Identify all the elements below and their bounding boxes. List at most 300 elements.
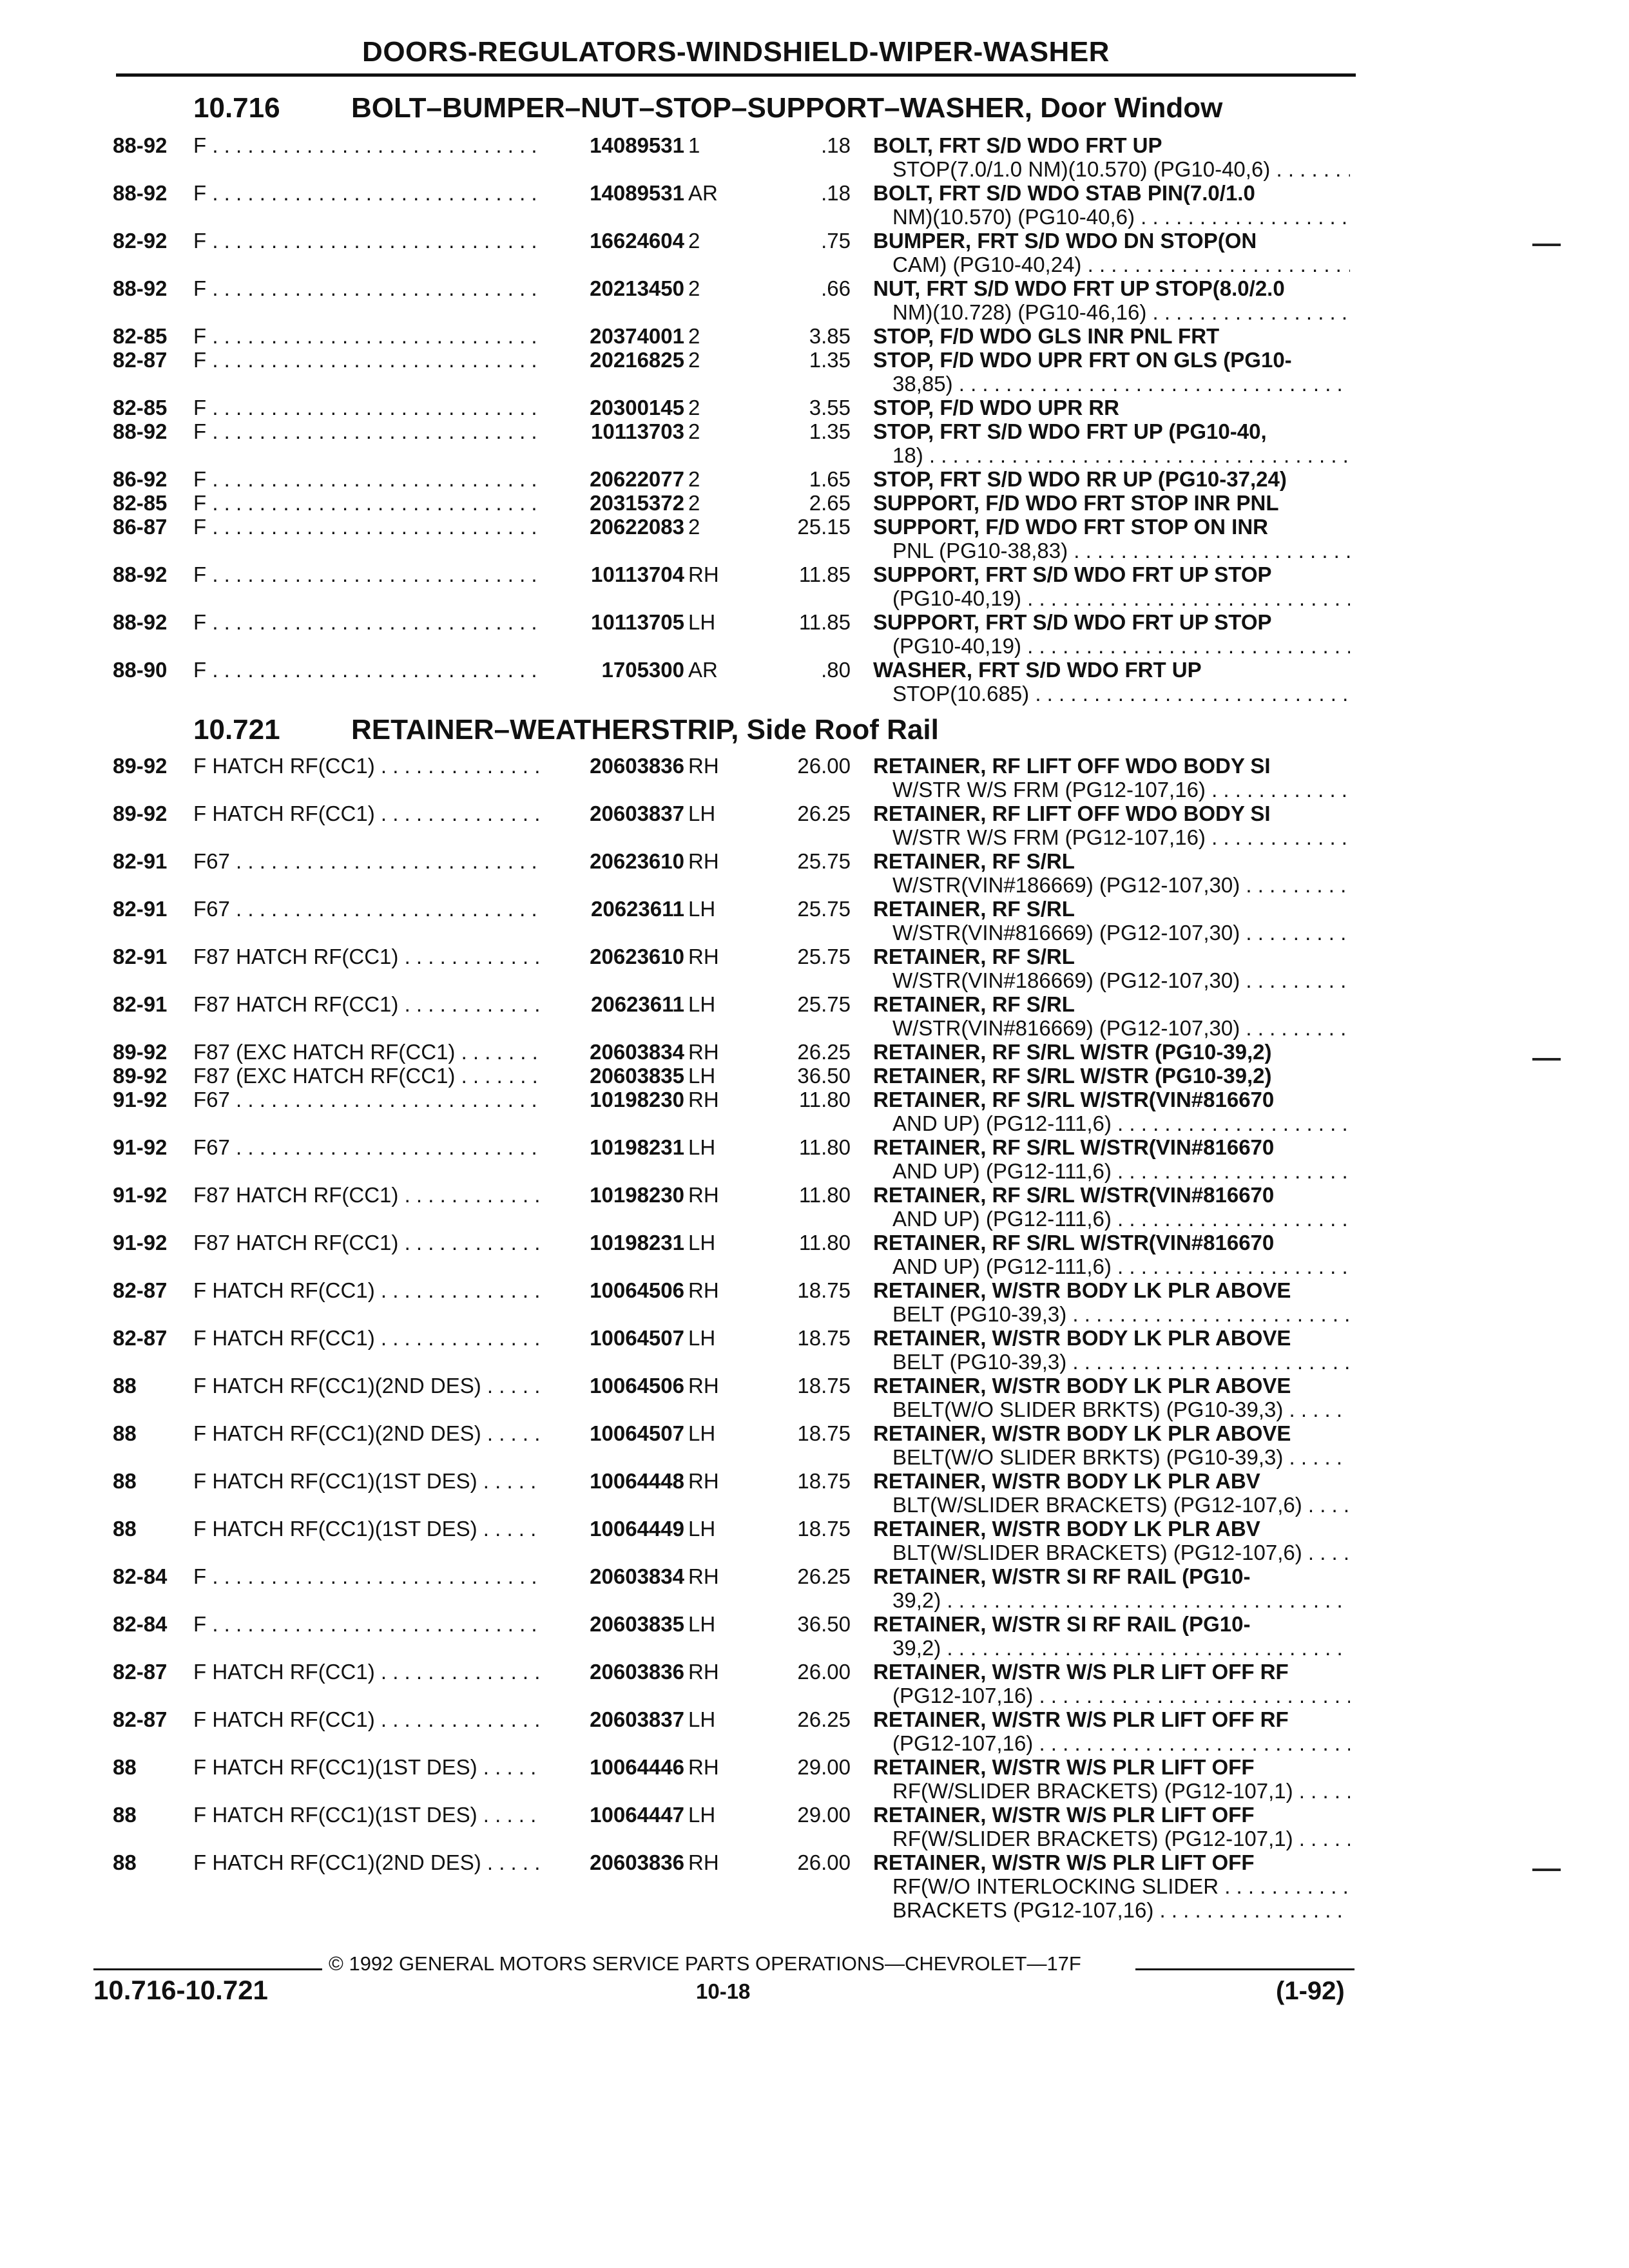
description-line: BOLT, FRT S/D WDO STAB PIN(7.0/1.0 — [873, 181, 1255, 205]
description-line: BRACKETS (PG12-107,16) . . . — [873, 1898, 1350, 1922]
description-line: RETAINER, W/STR BODY LK PLR ABOVE — [873, 1326, 1291, 1350]
description-line: RETAINER, W/STR W/S PLR LIFT OFF — [873, 1755, 1255, 1779]
part-number: 20213450 — [546, 276, 684, 301]
footer-page-number: 10-18 — [696, 1979, 751, 2003]
description — [873, 229, 1350, 276]
description-line: RETAINER, RF LIFT OFF WDO BODY SI — [873, 754, 1271, 778]
description — [873, 802, 1350, 849]
table-row — [0, 133, 1629, 182]
description-line: (PG10-40,19) . . . — [873, 634, 1350, 658]
model-years: 88-92 — [113, 181, 168, 205]
part-number: 10064448 — [546, 1469, 684, 1494]
description — [873, 1469, 1350, 1517]
header-rule — [116, 73, 1356, 77]
price: 1.35 — [809, 419, 851, 443]
description-line: RETAINER, RF S/RL — [873, 992, 1075, 1016]
description — [873, 181, 1350, 229]
table-row — [0, 515, 1629, 564]
model-years: 82-85 — [113, 396, 168, 419]
section-title: RETAINER–WEATHERSTRIP, Side Roof Rail — [351, 714, 939, 745]
price: 18.75 — [797, 1469, 851, 1493]
table-row — [0, 181, 1629, 230]
footer-section-range: 10.716-10.721 — [93, 1975, 268, 2005]
description — [873, 1064, 1350, 1088]
model-code: F . . . — [193, 324, 541, 349]
description-line: STOP(10.685) . . . — [873, 682, 1350, 706]
part-number: 20315372 — [546, 491, 684, 515]
part-number: 20622077 — [546, 467, 684, 492]
model-code: F HATCH RF(CC1)(2ND DES) . . . — [193, 1850, 541, 1875]
model-years: 89-92 — [113, 802, 168, 825]
price: 25.75 — [797, 945, 851, 968]
model-years: 88 — [113, 1517, 137, 1541]
quantity: LH — [688, 1064, 716, 1088]
description — [873, 897, 1350, 945]
price: 29.00 — [797, 1803, 851, 1827]
model-years: 88 — [113, 1421, 137, 1445]
table-row — [0, 1660, 1629, 1709]
model-years: 89-92 — [113, 1040, 168, 1064]
part-number: 20603835 — [546, 1064, 684, 1088]
description — [873, 849, 1350, 897]
model-code: F . . . — [193, 1612, 541, 1637]
model-code: F HATCH RF(CC1) . . . — [193, 754, 541, 778]
description-line: (PG12-107,16) . . . — [873, 1731, 1350, 1755]
model-code: F HATCH RF(CC1)(1ST DES) . . . — [193, 1755, 541, 1780]
quantity: LH — [688, 1231, 716, 1254]
table-row — [0, 1755, 1629, 1804]
description-line: RETAINER, W/STR W/S PLR LIFT OFF — [873, 1850, 1255, 1874]
model-years: 88 — [113, 1469, 137, 1493]
table-row — [0, 1850, 1629, 1922]
quantity: LH — [688, 1612, 716, 1636]
table-row — [0, 897, 1629, 946]
model-years: 88 — [113, 1374, 137, 1398]
model-years: 88-92 — [113, 276, 168, 300]
description-line: STOP, FRT S/D WDO RR UP (PG10-37,24) — [873, 467, 1287, 491]
description — [873, 1755, 1350, 1803]
quantity: 2 — [688, 491, 700, 515]
quantity: LH — [688, 1326, 716, 1350]
quantity: 2 — [688, 467, 700, 491]
quantity: 2 — [688, 324, 700, 348]
part-number: 20374001 — [546, 324, 684, 349]
quantity: 2 — [688, 396, 700, 419]
description — [873, 1231, 1350, 1278]
model-code: F87 HATCH RF(CC1) . . . — [193, 945, 541, 969]
table-row — [0, 610, 1629, 659]
description-line: SUPPORT, F/D WDO FRT STOP ON INR — [873, 515, 1268, 539]
quantity: 2 — [688, 419, 700, 443]
description-line: W/STR(VIN#186669) (PG12-107,30) . . . — [873, 968, 1350, 992]
table-row — [0, 1135, 1629, 1184]
description-line: RETAINER, W/STR BODY LK PLR ABOVE — [873, 1421, 1291, 1445]
table-row — [0, 1421, 1629, 1470]
model-years: 88 — [113, 1755, 137, 1779]
table-row — [0, 1517, 1629, 1566]
section-title: BOLT–BUMPER–NUT–STOP–SUPPORT–WASHER, Door Window — [351, 92, 1223, 124]
quantity: LH — [688, 1135, 716, 1159]
page-title: DOORS-REGULATORS-WINDSHIELD-WIPER-WASHER — [362, 36, 1110, 68]
table-row — [0, 849, 1629, 898]
model-code: F HATCH RF(CC1)(2ND DES) . . . — [193, 1374, 541, 1398]
table-row — [0, 348, 1629, 397]
model-years: 82-91 — [113, 945, 168, 968]
description-line: RETAINER, RF S/RL W/STR(VIN#816670 — [873, 1231, 1275, 1254]
part-number: 10113703 — [546, 419, 684, 444]
model-years: 82-91 — [113, 849, 168, 873]
model-code: F HATCH RF(CC1)(1ST DES) . . . — [193, 1517, 541, 1541]
price: 11.80 — [798, 1088, 851, 1111]
model-code: F87 HATCH RF(CC1) . . . — [193, 1231, 541, 1255]
description-line: 38,85) . . . — [873, 372, 1350, 396]
description — [873, 419, 1350, 467]
model-code: F . . . — [193, 419, 541, 444]
part-number: 10064506 — [546, 1374, 684, 1398]
price: 11.80 — [798, 1183, 851, 1207]
description — [873, 1564, 1350, 1612]
description — [873, 348, 1350, 396]
description-line: NM)(10.728) (PG10-46,16) . . . — [873, 300, 1350, 324]
model-years: 86-87 — [113, 515, 168, 539]
description-line: 39,2) . . . — [873, 1588, 1350, 1612]
description-line: W/STR(VIN#186669) (PG12-107,30) . . . — [873, 873, 1350, 897]
price: 3.85 — [809, 324, 851, 348]
model-code: F . . . — [193, 491, 541, 515]
description-line: CAM) (PG10-40,24) . . . — [873, 253, 1350, 276]
part-number: 16624604 — [546, 229, 684, 253]
part-number: 20300145 — [546, 396, 684, 420]
quantity: 2 — [688, 229, 700, 253]
price: 1.35 — [809, 348, 851, 372]
description-line: RETAINER, RF S/RL — [873, 945, 1075, 968]
price: 18.75 — [797, 1421, 851, 1445]
part-number: 20603837 — [546, 1707, 684, 1732]
description-line: NUT, FRT S/D WDO FRT UP STOP(8.0/2.0 — [873, 276, 1285, 300]
description — [873, 1421, 1350, 1469]
model-code: F . . . — [193, 348, 541, 372]
model-years: 82-91 — [113, 897, 168, 921]
table-row — [0, 802, 1629, 850]
description-line: RETAINER, RF S/RL W/STR(VIN#816670 — [873, 1088, 1275, 1111]
description-line: RETAINER, W/STR W/S PLR LIFT OFF RF — [873, 1707, 1289, 1731]
description-line: RETAINER, W/STR BODY LK PLR ABOVE — [873, 1278, 1291, 1302]
quantity: LH — [688, 1803, 716, 1827]
model-code: F . . . — [193, 467, 541, 492]
quantity: LH — [688, 1707, 716, 1731]
description-line: RETAINER, W/STR SI RF RAIL (PG10- — [873, 1564, 1251, 1588]
description-line: RETAINER, W/STR W/S PLR LIFT OFF — [873, 1803, 1255, 1827]
part-number: 20603834 — [546, 1564, 684, 1589]
quantity: LH — [688, 992, 716, 1016]
model-years: 86-92 — [113, 467, 168, 491]
quantity: RH — [688, 1469, 719, 1493]
quantity: LH — [688, 897, 716, 921]
model-code: F67 . . . — [193, 1088, 541, 1112]
description — [873, 1088, 1350, 1135]
description — [873, 1517, 1350, 1564]
price: 3.55 — [809, 396, 851, 419]
model-code: F . . . — [193, 133, 541, 158]
price: 26.25 — [797, 802, 851, 825]
model-code: F HATCH RF(CC1) . . . — [193, 1707, 541, 1732]
quantity: RH — [688, 1660, 719, 1684]
quantity: RH — [688, 1183, 719, 1207]
quantity: RH — [688, 1374, 719, 1398]
description-line: RETAINER, RF S/RL — [873, 849, 1075, 873]
quantity: LH — [688, 610, 716, 634]
part-number: 10064506 — [546, 1278, 684, 1303]
model-years: 88-92 — [113, 419, 168, 443]
model-years: 82-84 — [113, 1564, 168, 1588]
description-line: STOP, F/D WDO UPR RR — [873, 396, 1119, 419]
model-years: 82-87 — [113, 1278, 168, 1302]
description — [873, 658, 1350, 706]
description-line: NM)(10.570) (PG10-40,6) . . . — [873, 205, 1350, 229]
price: .66 — [821, 276, 851, 300]
description-line: RETAINER, RF S/RL W/STR (PG10-39,2) — [873, 1064, 1272, 1088]
price: .18 — [821, 133, 851, 157]
description — [873, 1183, 1350, 1231]
quantity: RH — [688, 1564, 719, 1588]
model-years: 91-92 — [113, 1231, 168, 1254]
description-line: RETAINER, RF S/RL W/STR(VIN#816670 — [873, 1135, 1275, 1159]
model-years: 91-92 — [113, 1088, 168, 1111]
part-number: 10198230 — [546, 1088, 684, 1112]
price: 36.50 — [797, 1612, 851, 1636]
description — [873, 515, 1350, 562]
table-row — [0, 1374, 1629, 1423]
model-code: F . . . — [193, 515, 541, 539]
price: 26.00 — [797, 754, 851, 778]
margin-mark — [1532, 244, 1561, 246]
table-row — [0, 1564, 1629, 1613]
model-years: 82-87 — [113, 1660, 168, 1684]
model-code: F67 . . . — [193, 1135, 541, 1160]
description — [873, 1040, 1350, 1064]
model-code: F87 (EXC HATCH RF(CC1) . . . — [193, 1064, 541, 1088]
quantity: RH — [688, 945, 719, 968]
price: 26.25 — [797, 1040, 851, 1064]
model-years: 88-92 — [113, 133, 168, 157]
part-number: 10113704 — [546, 562, 684, 587]
section-number: 10.716 — [193, 92, 280, 124]
price: 25.75 — [797, 849, 851, 873]
description-line: SUPPORT, FRT S/D WDO FRT UP STOP — [873, 610, 1272, 634]
model-code: F HATCH RF(CC1)(1ST DES) . . . — [193, 1469, 541, 1494]
model-years: 91-92 — [113, 1183, 168, 1207]
table-row — [0, 1278, 1629, 1327]
table-row — [0, 276, 1629, 325]
description-line: RETAINER, W/STR W/S PLR LIFT OFF RF — [873, 1660, 1289, 1684]
description — [873, 324, 1350, 348]
model-years: 82-85 — [113, 491, 168, 515]
price: 11.85 — [798, 562, 851, 586]
part-number: 20623610 — [546, 849, 684, 874]
part-number: 10198231 — [546, 1231, 684, 1255]
description-line: STOP(7.0/1.0 NM)(10.570) (PG10-40,6) . . . — [873, 157, 1350, 181]
part-number: 20622083 — [546, 515, 684, 539]
table-row — [0, 1326, 1629, 1375]
price: 11.80 — [798, 1135, 851, 1159]
description-line: BOLT, FRT S/D WDO FRT UP — [873, 133, 1162, 157]
description-line: BELT (PG10-39,3) . . . — [873, 1302, 1350, 1326]
price: .80 — [821, 658, 851, 682]
model-code: F67 . . . — [193, 849, 541, 874]
description-line: BLT(W/SLIDER BRACKETS) (PG12-107,6) . . . — [873, 1493, 1350, 1517]
model-years: 82-87 — [113, 1707, 168, 1731]
part-number: 20216825 — [546, 348, 684, 372]
price: 25.15 — [797, 515, 851, 539]
description — [873, 562, 1350, 610]
description-line: RETAINER, W/STR BODY LK PLR ABV — [873, 1517, 1260, 1541]
description-line: BELT(W/O SLIDER BRKTS) (PG10-39,3) . . . — [873, 1445, 1350, 1469]
quantity: RH — [688, 1040, 719, 1064]
model-years: 88-92 — [113, 610, 168, 634]
model-code: F . . . — [193, 1564, 541, 1589]
description-line: RF(W/SLIDER BRACKETS) (PG12-107,1) . . . — [873, 1779, 1350, 1803]
description-line: W/STR(VIN#816669) (PG12-107,30) . . . — [873, 921, 1350, 945]
description — [873, 754, 1350, 802]
part-number: 10064446 — [546, 1755, 684, 1780]
table-row — [0, 992, 1629, 1041]
description-line: BELT(W/O SLIDER BRKTS) (PG10-39,3) . . . — [873, 1398, 1350, 1421]
part-number: 10113705 — [546, 610, 684, 635]
model-code: F . . . — [193, 658, 541, 682]
price: 26.25 — [797, 1564, 851, 1588]
description — [873, 1326, 1350, 1374]
description — [873, 276, 1350, 324]
quantity: RH — [688, 1755, 719, 1779]
description — [873, 1707, 1350, 1755]
table-row — [0, 658, 1629, 707]
description — [873, 467, 1350, 491]
quantity: RH — [688, 1278, 719, 1302]
description-line: AND UP) (PG12-111,6) . . . — [873, 1254, 1350, 1278]
price: 2.65 — [809, 491, 851, 515]
description-line: STOP, FRT S/D WDO FRT UP (PG10-40, — [873, 419, 1267, 443]
quantity: LH — [688, 1517, 716, 1541]
model-code: F HATCH RF(CC1) . . . — [193, 1660, 541, 1684]
price: 11.80 — [798, 1231, 851, 1254]
table-row — [0, 562, 1629, 611]
model-years: 88 — [113, 1850, 137, 1874]
model-code: F . . . — [193, 276, 541, 301]
price: 25.75 — [797, 992, 851, 1016]
quantity: LH — [688, 802, 716, 825]
quantity: RH — [688, 562, 719, 586]
quantity: RH — [688, 1088, 719, 1111]
price: 1.65 — [809, 467, 851, 491]
model-years: 91-92 — [113, 1135, 168, 1159]
quantity: RH — [688, 1850, 719, 1874]
table-row — [0, 1231, 1629, 1280]
part-number: 20603836 — [546, 754, 684, 778]
description-line: RETAINER, RF S/RL W/STR(VIN#816670 — [873, 1183, 1275, 1207]
description — [873, 1612, 1350, 1660]
part-number: 10064447 — [546, 1803, 684, 1827]
table-row — [0, 419, 1629, 468]
price: 25.75 — [797, 897, 851, 921]
part-number: 10198230 — [546, 1183, 684, 1207]
model-code: F87 HATCH RF(CC1) . . . — [193, 992, 541, 1017]
description — [873, 1374, 1350, 1421]
description-line: SUPPORT, FRT S/D WDO FRT UP STOP — [873, 562, 1272, 586]
model-years: 82-84 — [113, 1612, 168, 1636]
model-code: F HATCH RF(CC1)(1ST DES) . . . — [193, 1803, 541, 1827]
description-line: 39,2) . . . — [873, 1636, 1350, 1660]
price: 18.75 — [797, 1517, 851, 1541]
description-line: BELT (PG10-39,3) . . . — [873, 1350, 1350, 1374]
price: 18.75 — [797, 1374, 851, 1398]
table-row — [0, 1612, 1629, 1661]
price: 18.75 — [797, 1326, 851, 1350]
part-number: 20603835 — [546, 1612, 684, 1637]
description-line: (PG12-107,16) . . . — [873, 1684, 1350, 1707]
model-code: F HATCH RF(CC1)(2ND DES) . . . — [193, 1421, 541, 1446]
section-number: 10.721 — [193, 714, 280, 745]
description-line: AND UP) (PG12-111,6) . . . — [873, 1159, 1350, 1183]
quantity: 2 — [688, 348, 700, 372]
price: 11.85 — [798, 610, 851, 634]
description — [873, 1135, 1350, 1183]
description-line: STOP, F/D WDO GLS INR PNL FRT — [873, 324, 1220, 348]
part-number: 20603836 — [546, 1850, 684, 1875]
part-number: 10064507 — [546, 1421, 684, 1446]
table-row — [0, 1469, 1629, 1518]
model-code: F87 HATCH RF(CC1) . . . — [193, 1183, 541, 1207]
model-years: 88 — [113, 1803, 137, 1827]
description-line: RETAINER, RF S/RL — [873, 897, 1075, 921]
description-line: RETAINER, W/STR BODY LK PLR ABOVE — [873, 1374, 1291, 1398]
model-code: F . . . — [193, 396, 541, 420]
description-line: RF(W/SLIDER BRACKETS) (PG12-107,1) . . . — [873, 1827, 1350, 1850]
model-code: F HATCH RF(CC1) . . . — [193, 802, 541, 826]
table-row — [0, 1803, 1629, 1852]
description-line: W/STR W/S FRM (PG12-107,16) . . . — [873, 825, 1350, 849]
part-number: 20623610 — [546, 945, 684, 969]
model-years: 89-92 — [113, 754, 168, 778]
margin-mark — [1532, 1869, 1561, 1871]
part-number: 1705300 — [546, 658, 684, 682]
quantity: 2 — [688, 515, 700, 539]
part-number: 20603834 — [546, 1040, 684, 1064]
description — [873, 396, 1350, 419]
table-row — [0, 229, 1629, 278]
footer-copyright: © 1992 GENERAL MOTORS SERVICE PARTS OPERATIONS—CHEVROLET—17F — [329, 1952, 1081, 1975]
description-line: RF(W/O INTERLOCKING SLIDER . . . — [873, 1874, 1350, 1898]
description-line: W/STR(VIN#816669) (PG12-107,30) . . . — [873, 1016, 1350, 1040]
quantity: 2 — [688, 276, 700, 300]
description-line: RETAINER, W/STR SI RF RAIL (PG10- — [873, 1612, 1251, 1636]
model-years: 89-92 — [113, 1064, 168, 1088]
quantity: 1 — [688, 133, 700, 157]
model-code: F . . . — [193, 610, 541, 635]
part-number: 20623611 — [546, 897, 684, 921]
description — [873, 491, 1350, 515]
table-row — [0, 1183, 1629, 1232]
description-line: W/STR W/S FRM (PG12-107,16) . . . — [873, 778, 1350, 802]
price: 26.25 — [797, 1707, 851, 1731]
description-line: BLT(W/SLIDER BRACKETS) (PG12-107,6) . . . — [873, 1541, 1350, 1564]
table-row — [0, 945, 1629, 994]
part-number: 10198231 — [546, 1135, 684, 1160]
price: 26.00 — [797, 1850, 851, 1874]
description-line: AND UP) (PG12-111,6) . . . — [873, 1111, 1350, 1135]
model-code: F HATCH RF(CC1) . . . — [193, 1278, 541, 1303]
description-line: STOP, F/D WDO UPR FRT ON GLS (PG10- — [873, 348, 1292, 372]
description-line: RETAINER, RF S/RL W/STR (PG10-39,2) — [873, 1040, 1272, 1064]
